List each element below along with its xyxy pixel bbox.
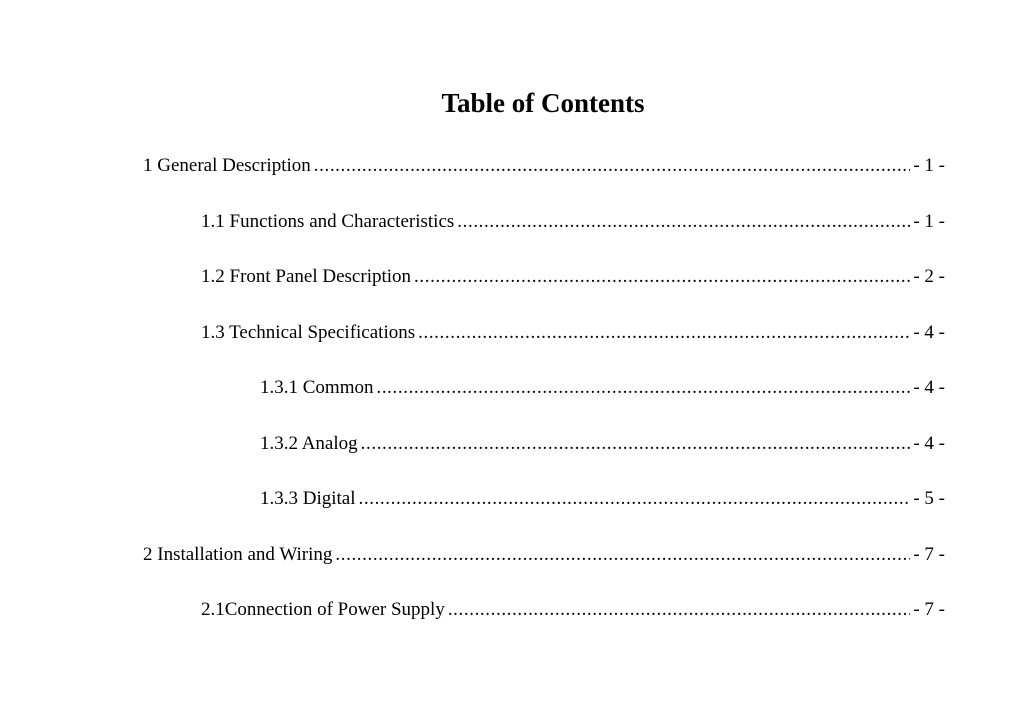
toc-entry-page[interactable]: - 2 -	[913, 266, 945, 287]
dot-leader	[359, 485, 911, 513]
toc-entry-label[interactable]: 2.1Connection of Power Supply	[201, 599, 445, 620]
toc-entry-label[interactable]: 1.2 Front Panel Description	[201, 266, 412, 287]
page-title: Table of Contents	[441, 88, 645, 118]
toc-list	[143, 152, 945, 652]
toc-entry-common[interactable]	[143, 374, 945, 430]
dot-leader	[457, 208, 910, 236]
toc-entry-front-panel-description[interactable]	[143, 263, 945, 319]
toc-entry-label[interactable]: 1.3.3 Digital	[260, 488, 356, 509]
toc-entry-technical-specifications[interactable]	[143, 319, 945, 375]
dot-leader	[314, 152, 911, 180]
dot-leader	[448, 596, 911, 624]
toc-entry-page[interactable]: - 1 -	[913, 210, 945, 232]
toc-entry-general-description[interactable]	[143, 152, 945, 208]
toc-entry-page[interactable]: - 7 -	[913, 599, 945, 620]
toc-entry-page[interactable]: - 1 -	[913, 155, 945, 176]
dot-leader	[376, 374, 910, 402]
toc-entry-page[interactable]: - 7 -	[913, 543, 945, 565]
toc-entry-page[interactable]: - 4 -	[913, 432, 945, 454]
toc-entry-label[interactable]: 1.3 Technical Specifications	[201, 321, 416, 343]
toc-entry-installation-wiring[interactable]	[143, 541, 945, 597]
toc-entry-page[interactable]: - 4 -	[913, 321, 945, 343]
dot-leader	[418, 319, 910, 347]
toc-entry-label[interactable]: 1.1 Functions and Characteristics	[201, 210, 455, 232]
toc-entry-label[interactable]: 2 Installation and Wiring	[143, 543, 333, 565]
dot-leader	[361, 430, 911, 458]
toc-entry-label[interactable]: 1 General Description	[143, 155, 311, 176]
toc-entry-digital[interactable]	[143, 485, 945, 541]
toc-entry-label[interactable]: 1.3.1 Common	[260, 377, 374, 398]
dot-leader	[414, 263, 910, 291]
toc-entry-functions-characteristics[interactable]	[143, 208, 945, 264]
toc-entry-page[interactable]: - 4 -	[913, 377, 945, 398]
dot-leader	[335, 541, 910, 569]
toc-entry-analog[interactable]	[143, 430, 945, 486]
toc-entry-connection-power-supply[interactable]	[143, 596, 945, 652]
toc-entry-page[interactable]: - 5 -	[913, 488, 945, 509]
toc-entry-label[interactable]: 1.3.2 Analog	[260, 432, 358, 454]
